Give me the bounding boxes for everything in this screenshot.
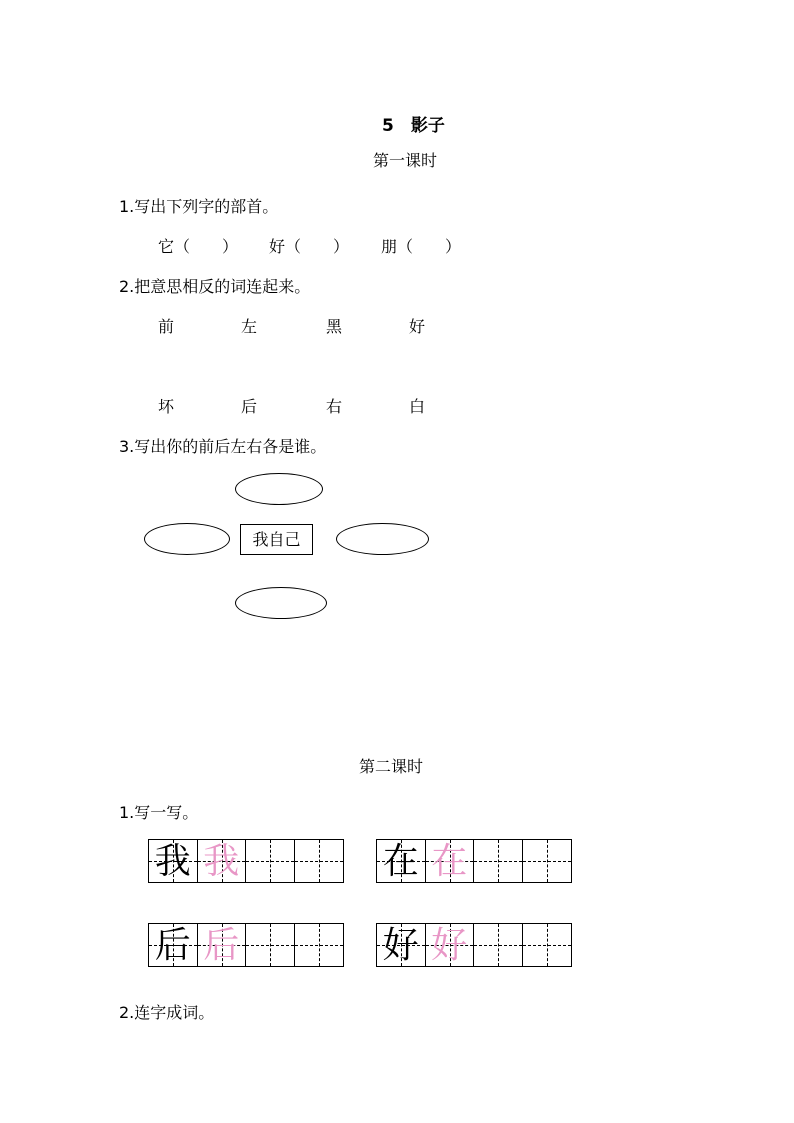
model-character: 好 (382, 925, 419, 966)
word-bottom: 右 (326, 397, 343, 416)
word-bottom: 白 (409, 397, 426, 416)
right-answer-oval[interactable] (336, 523, 429, 555)
writing-grid-hao (376, 923, 572, 967)
trace-character: 在 (431, 841, 468, 882)
trace-character: 我 (203, 841, 240, 882)
grid-cell[interactable] (474, 924, 523, 966)
grid-cell (149, 924, 198, 966)
grid-cell (149, 840, 198, 882)
model-character: 在 (382, 841, 419, 882)
word-top: 前 (158, 317, 175, 336)
model-character: 我 (154, 841, 191, 882)
radical-item: 好（ ） (269, 237, 350, 256)
word-top: 好 (409, 317, 426, 336)
section-heading-lesson-1: 第一课时 (373, 151, 438, 170)
trace-character: 后 (203, 925, 240, 966)
grid-cell (426, 924, 475, 966)
grid-cell[interactable] (295, 924, 344, 966)
word-bottom: 坏 (158, 397, 175, 416)
back-answer-oval[interactable] (235, 587, 327, 619)
model-character: 后 (154, 925, 191, 966)
radical-item: 朋（ ） (381, 237, 462, 256)
grid-cell (426, 840, 475, 882)
grid-cell[interactable] (246, 840, 295, 882)
writing-question-label: 1.写一写。 (119, 803, 199, 822)
grid-cell (198, 924, 247, 966)
front-answer-oval[interactable] (235, 473, 323, 505)
trace-character: 好 (431, 925, 468, 966)
grid-cell[interactable] (246, 924, 295, 966)
left-answer-oval[interactable] (144, 523, 230, 555)
question-2-label: 2.把意思相反的词连起来。 (119, 277, 311, 296)
grid-cell (198, 840, 247, 882)
writing-grid-wo (148, 839, 344, 883)
word-top: 黑 (326, 317, 343, 336)
grid-cell (377, 840, 426, 882)
grid-cell[interactable] (474, 840, 523, 882)
grid-cell[interactable] (523, 840, 572, 882)
question-3-label: 3.写出你的前后左右各是谁。 (119, 437, 327, 456)
lesson-title: 5 影子 (382, 116, 445, 136)
section-heading-lesson-2: 第二课时 (359, 757, 424, 776)
word-building-question-label: 2.连字成词。 (119, 1003, 215, 1022)
radical-item: 它（ ） (158, 237, 239, 256)
writing-grid-hou (148, 923, 344, 967)
writing-grid-zai (376, 839, 572, 883)
grid-cell[interactable] (295, 840, 344, 882)
self-box: 我自己 (240, 524, 313, 555)
word-top: 左 (241, 317, 258, 336)
question-1-label: 1.写出下列字的部首。 (119, 197, 279, 216)
grid-cell (377, 924, 426, 966)
word-bottom: 后 (241, 397, 258, 416)
grid-cell[interactable] (523, 924, 572, 966)
